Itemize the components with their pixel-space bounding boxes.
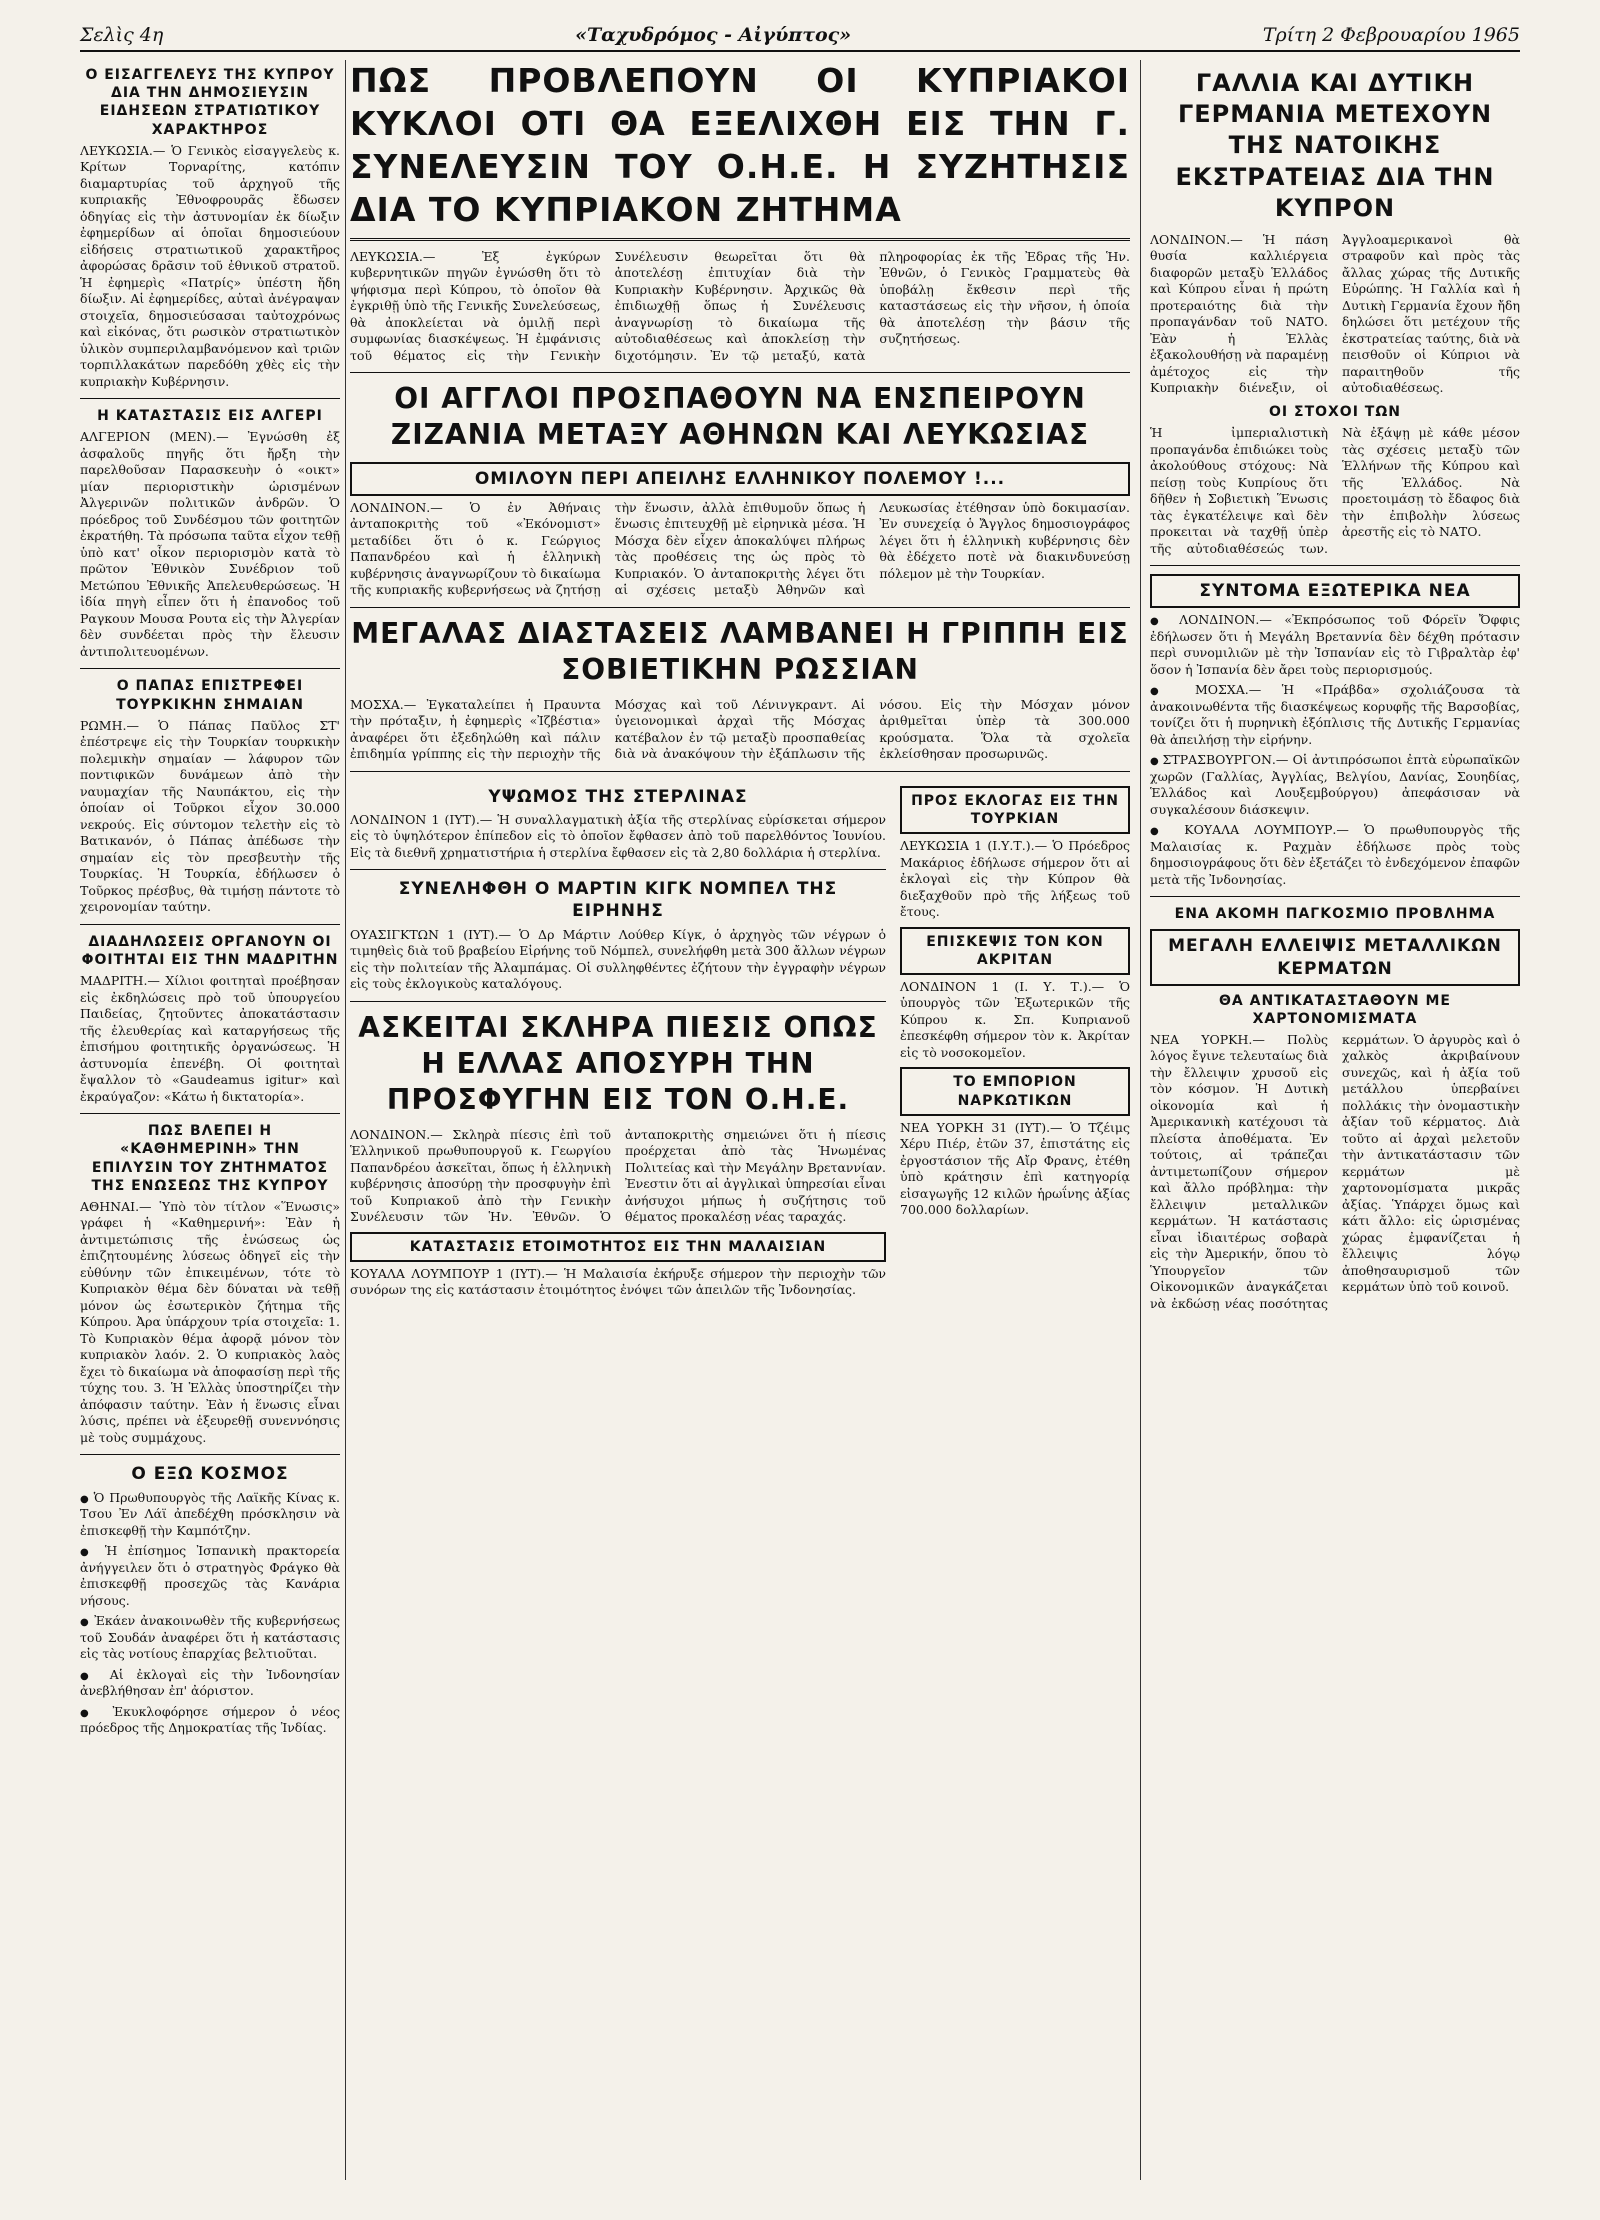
divider	[80, 1113, 340, 1114]
article-body: ΛΕΥΚΩΣΙΑ.— Ὁ Γενικὸς εἰσαγγελεὺς κ. Κρίτων Τορναρίτης, κατόπιν διαμαρτυρίας τοῦ ἀρχηγοῦ τῆς κυπριακῆς Ἐθνοφρουρᾶς ἔδωσεν ὁδηγίας εἰς τὴν ἀστυνομίαν ἐκ δίωξιν ἐφημερίδων αἱ ὁποῖαι δημοσιεύουν εἰδήσεις στρατιωτικοῦ χαρακτῆρος ἀφορώσας δρᾶσιν τοῦ ἐθνικοῦ στρατοῦ. Ἡ ἐφημερὶς «Πατρίς» ὑπέστη ἤδη δίωξιν. Αἱ ἐφημερίδες, αὐταὶ ἀνέγραψαν στοιχεῖα, δημοσιεύσασαι ταὐτοχρόνως καὶ εἰκόνας, ὅτι ρωσικὸν στρατιωτικὸν ὑλικὸν συμπεριλαμβανόμενον καὶ τριῶν τορπιλλακάτων παρεδόθη χθὲς εἰς τὴν κυπριακὴν Κυβέρνησιν.	[80, 142, 340, 389]
news-item: ● ΛΟΝΔΙΝΟΝ.— «Ἐκπρόσωπος τοῦ Φόρεϊν Ὄφφις ἐδήλωσεν ὅτι ἡ Μεγάλη Βρεταννία δὲν δέχθη πρότασιν περὶ συνομιλιῶν μὲ τὴν Ἰσπανίαν εἰς τὸ Γιβραλτὰρ ἐφ' ὅσον ἡ Ἰσπανία δὲν ἄρει τοὺς περιορισμούς.	[1150, 612, 1520, 678]
article-body: ΛΟΝΔΙΝΟΝ.— Ἡ πάση θυσία καλλιέργεια διαφορῶν μεταξὺ Ἑλλάδος καὶ Κύπρου εἶναι ἡ πρώτη προτεραιότης διὰ τὴν προπαγάνδαν τοῦ ΝΑΤΟ. Ἐὰν ἡ Ἑλλὰς ἐξακολουθήσῃ νὰ παραμένῃ ἀμέτοχος εἰς τὴν Κυπριακὴν διένεξιν, οἱ Ἀγγλοαμερικανοὶ θὰ στραφοῦν καὶ πρὸς τὰς ἄλλας χώρας τῆς Δυτικῆς Εὐρώπης. Ἡ Γαλλία καὶ ἡ Δυτικὴ Γερμανία ἔχουν ἤδη δηλώσει ὅτι μετέχουν τῆς ἐκστρατείας ταύτης, διὰ νὰ πεισθοῦν οἱ Κύπριοι νὰ παραιτηθοῦν τῆς αὐτοδιαθέσεως.	[1150, 231, 1520, 396]
article-title: ΚΑΤΑΣΤΑΣΙΣ ΕΤΟΙΜΟΤΗΤΟΣ ΕΙΣ ΤΗΝ ΜΑΛΑΙΣΙΑΝ	[350, 1232, 886, 1262]
divider	[80, 398, 340, 399]
article-body: Ἡ ἰμπεριαλιστικὴ προπαγάνδα ἐπιδιώκει τοὺς ἀκολούθους στόχους: Νὰ πείσῃ τοὺς Κυπρίους ὅτι δῆθεν ἡ Σοβιετικὴ Ἕνωσις τὰς ἐγκατέλειψε καὶ δὲν προκειται νὰ ταχθῇ ὑπὲρ τῆς αὐτοδιαθέσεώς των. Νὰ ἐξάψῃ μὲ κάθε μέσον τὰς σχέσεις μεταξὺ τῶν Ἑλλήνων τῆς Κύπρου καὶ τῆς Ἑλλάδος. Νὰ προετοιμάσῃ τὸ ἔδαφος διὰ τὴν ἐπιβολὴν λύσεως ἀρεστῆς εἰς τὸ ΝΑΤΟ.	[1150, 425, 1520, 556]
divider	[350, 607, 1130, 608]
article-body: ΛΟΝΔΙΝΟΝ 1 (Ι. Υ. Τ.).— Ὁ ὑπουργὸς τῶν Ἐξωτερικῶν τῆς Κύπρου κ. Σπ. Κυπριανοῦ ἐπεσκέφθη σήμερον τὸν κ. Ἀκρίταν εἰς τὸ νοσοκομεῖον.	[900, 978, 1130, 1060]
news-list	[80, 1490, 340, 1737]
lower-right	[900, 780, 1130, 1305]
divider	[350, 869, 886, 870]
divider	[350, 372, 1130, 373]
article-body: ΜΑΔΡΙΤΗ.— Χίλιοι φοιτηταὶ προέβησαν εἰς ἐκδηλώσεις πρὸ τοῦ ὑπουργείου Παιδείας, ζητοῦντες ἀποκατάστασιν τῆς ἐλευθερίας καὶ καταργήσεως τῆς ἐπισήμου φοιτητικῆς ὀργανώσεως. Ἡ ἀστυνομία ἐπενέβη. Οἱ φοιτηταὶ ἔψαλλον τὸ «Gaudeamus igitur» καὶ ἐκραύγαζον: «Κάτω ἡ δικτατορία».	[80, 973, 340, 1104]
news-item: ● Ἡ ἐπίσημος Ἰσπανικὴ πρακτορεία ἀνήγγειλεν ὅτι ὁ στρατηγὸς Φράγκο θὰ ἐπισκεφθῇ προσεχῶς τὰς Κανάρια νήσους.	[80, 1543, 340, 1609]
article-body: ΝΕΑ ΥΟΡΚΗ 31 (ΙΥΤ).— Ὁ Τζέιμς Χέρυ Πιέρ, ἐτῶν 37, ἐπιστάτης εἰς ἐργοστάσιον τῆς Αἴρ Φρανς, ἐτέθη ὑπὸ κράτησιν ἐπὶ κατηγορίᾳ εἰσαγωγῆς 12 κιλῶν ἡρωΐνης ἀξίας 700.000 δολλαρίων.	[900, 1119, 1130, 1218]
article-title: ΠΩΣ ΒΛΕΠΕΙ Η «ΚΑΘΗΜΕΡΙΝΗ» ΤΗΝ ΕΠΙΛΥΣΙΝ ΤΟΥ ΖΗΤΗΜΑΤΟΣ ΤΗΣ ΕΝΩΣΕΩΣ ΤΗΣ ΚΥΠΡΟΥ	[91, 1123, 329, 1194]
article-body: ΛΕΥΚΩΣΙΑ.— Ἐξ ἐγκύρων κυβερνητικῶν πηγῶν ἐγνώσθη ὅτι τὸ ψήφισμα περὶ Κύπρου, τὸ ὁποῖον θὰ ἐγκριθῇ ὑπὸ τῆς Γενικῆς Συνελεύσεως, θὰ ἀποκλείεται νὰ ὁμιλῇ περὶ συμφωνίας διασκέψεως. Ἡ ἐμφάνισις τοῦ θέματος εἰς τὴν Γενικὴν Συνέλευσιν θεωρεῖται ὅτι θὰ ἀποτελέσῃ ἐπιτυχίαν διὰ τὴν Κυπριακὴν Κυβέρνησιν. Ἀρχικῶς θὰ ἐπιδιωχθῇ ὅπως ἡ Συνέλευσις ἀναγνωρίσῃ τὸ δικαίωμα τῆς αὐτοδιαθέσεως καὶ ἀποκλείσῃ τὴν διχοτόμησιν. Ἐν τῷ μεταξύ, κατὰ πληροφορίας ἐκ τῆς Ἐδρας τῆς Ἡν. Ἐθνῶν, ὁ Γενικὸς Γραμματεὺς θὰ ὑποβάλῃ ἔκθεσιν περὶ τῆς καταστάσεως εἰς τὴν νῆσον, ἡ ὁποία θὰ ἀποτελέσῃ τὴν βάσιν τῆς συζητήσεως.	[350, 248, 1130, 363]
lead-headline: ΠΩΣ ΠΡΟΒΛΕΠΟΥΝ ΟΙ ΚΥΠΡΙΑΚΟΙ ΚΥΚΛΟΙ ΟΤΙ ΘΑ ΕΞΕΛΙΧΘΗ ΕΙΣ ΤΗΝ Γ. ΣΥΝΕΛΕΥΣΙΝ ΤΟΥ Ο.Η.Ε. Η ΣΥΖΗΤΗΣΙΣ ΔΙΑ ΤΟ ΚΥΠΡΙΑΚΟΝ ΖΗΤΗΜΑ	[350, 60, 1130, 241]
column-rule	[345, 60, 346, 2180]
lower-left	[350, 780, 886, 1305]
article-kicker: ΕΝΑ ΑΚΟΜΗ ΠΑΓΚΟΣΜΙΟ ΠΡΟΒΛΗΜΑ	[1174, 906, 1496, 923]
newspaper-name: «Ταχυδρόμος - Αἰγύπτος»	[575, 24, 852, 46]
article-subtitle: ΟΙ ΣΤΟΧΟΙ ΤΩΝ	[1269, 403, 1401, 420]
article-title: ΥΨΩΜΟΣ ΤΗΣ ΣΤΕΡΛΙΝΑΣ	[488, 786, 748, 807]
divider	[1150, 565, 1520, 566]
article-body: ΚΟΥΑΛΑ ΛΟΥΜΠΟΥΡ 1 (ΙΥΤ).— Ἡ Μαλαισία ἐκήρυξε σήμερον τὴν περιοχὴν τῶν συνόρων της εἰς κατάστασιν ἑτοιμότητος ἐνόψει τῶν ἀπειλῶν τῆς Ἰνδονησίας.	[350, 1265, 886, 1298]
news-item: ● Αἱ ἐκλογαὶ εἰς τὴν Ἰνδονησίαν ἀνεβλήθησαν ἐπ' ἀόριστον.	[80, 1667, 340, 1700]
article-body: ΛΕΥΚΩΣΙΑ 1 (Ι.Υ.Τ.).— Ὁ Πρόεδρος Μακάριος ἐδήλωσε σήμερον ὅτι αἱ ἐκλογαὶ εἰς τὴν Κύπρον θὰ διεξαχθοῦν πρὸ τῆς λήξεως τοῦ ἔτους.	[900, 838, 1130, 920]
left-column	[80, 60, 340, 2180]
issue-date: Τρίτη 2 Φεβρουαρίου 1965	[1262, 24, 1520, 46]
article-title: ΟΙ ΑΓΓΛΟΙ ΠΡΟΣΠΑΘΟΥΝ ΝΑ ΕΝΣΠΕΙΡΟΥΝ ΖΙΖΑΝΙΑ ΜΕΤΑΞΥ ΑΘΗΝΩΝ ΚΑΙ ΛΕΥΚΩΣΙΑΣ	[390, 382, 1090, 452]
news-list	[1150, 612, 1520, 888]
article-body: ΛΟΝΔΙΝΟΝ 1 (ΙΥΤ).— Ἡ συναλλαγματικὴ ἀξία τῆς στερλίνας εὑρίσκεται σήμερον εἰς τὸ ὑψηλότερον ἐπίπεδον εἰς τὸ ὁποῖον ἔφθασεν ἀπὸ τοῦ παρελθόντος Ἰουνίου. Εἰς τὰ διεθνῆ χρηματιστήρια ἡ στερλίνα ἔφθασεν εἰς τὰ 2,80 δολλάρια ἡ στερλίνα.	[350, 811, 886, 860]
divider	[80, 924, 340, 925]
article-title: ΔΙΑΔΗΛΩΣΕΙΣ ΟΡΓΑΝΟΥΝ ΟΙ ΦΟΙΤΗΤΑΙ ΕΙΣ ΤΗΝ ΜΑΔΡΙΤΗΝ	[81, 933, 339, 968]
article-title: ΜΕΓΑΛΑΣ ΔΙΑΣΤΑΣΕΙΣ ΛΑΜΒΑΝΕΙ Η ΓΡΙΠΠΗ ΕΙΣ ΣΟΒΙΕΤΙΚΗΝ ΡΩΣΣΙΑΝ	[351, 616, 1129, 687]
article-title: Ο ΕΙΣΑΓΓΕΛΕΥΣ ΤΗΣ ΚΥΠΡΟΥ ΔΙΑ ΤΗΝ ΔΗΜΟΣΙΕΥΣΙΝ ΕΙΔΗΣΕΩΝ ΣΤΡΑΤΙΩΤΙΚΟΥ ΧΑΡΑΚΤΗΡΟΣ	[85, 67, 335, 138]
article-body: ΡΩΜΗ.— Ὁ Πάπας Παῦλος ΣΤ' ἐπέστρεψε εἰς τὴν Τουρκίαν τουρκικὴν πολεμικὴν σημαίαν — λάφυρον τῶν ποντιφικῶν δυνάμεων ἀπὸ τὴν ναυμαχίαν τῆς Ναυπάκτου, εἰς τὴν ὁποίαν οἱ Τοῦρκοι εἶχον 30.000 νεκρούς. Εἰς σύντομον τελετὴν εἰς τὸ Βατικανόν, ὁ Πάπας ἀπέδωσε τὴν σημαίαν εἰς τὸν πρεσβευτὴν τῆς Τουρκίας. Ἡ Τουρκία, ἐδήλωσεν ὁ Τοῦρκος πρέσβυς, θὰ τιμήσῃ πάντοτε τὸ χειρονομίαν ταύτην.	[80, 717, 340, 915]
divider	[1150, 896, 1520, 897]
divider	[350, 1001, 886, 1002]
article-title: ΣΥΝΤΟΜΑ ΕΞΩΤΕΡΙΚΑ ΝΕΑ	[1150, 574, 1520, 608]
divider	[80, 668, 340, 669]
article-title: ΣΥΝΕΛΗΦΘΗ Ο ΜΑΡΤΙΝ ΚΙΓΚ ΝΟΜΠΕΛ ΤΗΣ ΕΙΡΗΝΗΣ	[398, 879, 838, 922]
news-item: ● ΚΟΥΑΛΑ ΛΟΥΜΠΟΥΡ.— Ὁ πρωθυπουργὸς τῆς Μαλαισίας κ. Ραχμὰν ἐδήλωσε πρὸς τοὺς δημοσιογράφους ὅτι δὲν ἐξετάζει τὸ ἐνδεχόμενον ἐπαφῶν μετὰ τῆς Ἰνδονησίας.	[1150, 822, 1520, 888]
article-subtitle: ΟΜΙΛΟΥΝ ΠΕΡΙ ΑΠΕΙΛΗΣ ΕΛΛΗΝΙΚΟΥ ΠΟΛΕΜΟΥ !...	[350, 462, 1130, 496]
news-item: ● Ἐκυκλοφόρησε σήμερον ὁ νέος πρόεδρος τῆς Δημοκρατίας τῆς Ἰνδίας.	[80, 1704, 340, 1737]
article-subtitle: ΘΑ ΑΝΤΙΚΑΤΑΣΤΑΘΟΥΝ ΜΕ ΧΑΡΤΟΝΟΜΙΣΜΑΤΑ	[1219, 992, 1451, 1027]
column-rule	[1140, 60, 1141, 2180]
article-title: ΠΡΟΣ ΕΚΛΟΓΑΣ ΕΙΣ ΤΗΝ ΤΟΥΡΚΙΑΝ	[900, 786, 1130, 834]
article-title: Ο ΕΞΩ ΚΟΣΜΟΣ	[131, 1464, 289, 1485]
article-title: Ο ΠΑΠΑΣ ΕΠΙΣΤΡΕΦΕΙ ΤΟΥΡΚΙΚΗΝ ΣΗΜΑΙΑΝ	[116, 678, 304, 713]
news-item: ● ΣΤΡΑΣΒΟΥΡΓΟΝ.— Οἱ ἀντιπρόσωποι ἐπτὰ εὐρωπαϊκῶν χωρῶν (Γαλλίας, Ἀγγλίας, Βελγίου, Δανίας, Σουηδίας, Ἑλλάδος καὶ Λουξεμβούργου) ἀπεφάσισαν νὰ συγκαλέσουν διάσκεψιν.	[1150, 752, 1520, 818]
news-item: ● Ἐκάεν ἀνακοινωθὲν τῆς κυβερνήσεως τοῦ Σουδάν ἀναφέρει ὅτι ἡ κατάστασις εἰς τὰς νοτίους ἐπαρχίας βελτιοῦται.	[80, 1613, 340, 1663]
article-body: ΝΕΑ ΥΟΡΚΗ.— Πολὺς λόγος ἔγινε τελευταίως διὰ τὴν ἔλλειψιν χρυσοῦ εἰς τὸν κόσμον. Ἡ Δυτικὴ οἰκονομία καὶ ἡ Ἀμερικανικὴ κατέχουσι τὰ πλείστα ἀποθέματα. Ἐν τούτοις, αἱ τράπεζαι ἀντιμετωπίζουν σήμερον καὶ ἄλλο πρόβλημα: τὴν ἔλλειψιν μεταλλικῶν κερμάτων. Ἡ κατάστασις εἶναι ἰδιαιτέρως σοβαρὰ εἰς τὴν Ἀμερικήν, ὅπου τὸ Ὑπουργεῖον τῶν Οἰκονομικῶν ἀναγκάζεται νὰ ἐκδώσῃ νέας ποσότητας κερμάτων. Ὁ ἀργυρὸς καὶ ὁ χαλκὸς ἀκριβαίνουν συνεχῶς, καὶ ἡ ἀξία τοῦ μετάλλου ὑπερβαίνει πολλάκις τὴν ὀνομαστικὴν ἀξίαν τοῦ κέρματος. Διὰ τοῦτο αἱ ἀρχαὶ μελετοῦν τὴν ἀντικατάστασιν τῶν κερμάτων μὲ χαρτονομίσματα μικρᾶς ἀξίας. Ὑπάρχει ὅμως καὶ κάτι ἄλλο: εἰς ὡρισμένας χώρας ἐμφανίζεται ἡ ἔλλειψις λόγῳ ἀποθησαυρισμοῦ τῶν κερμάτων ὑπὸ τοῦ κοινοῦ.	[1150, 1031, 1520, 1311]
article-body: ΛΟΝΔΙΝΟΝ.— Ὁ ἐν Ἀθήναις ἀνταποκριτὴς τοῦ «Ἐκόνομιστ» μεταδίδει ὅτι ὁ κ. Γεώργιος Παπανδρέου καὶ ἡ ἑλληνικὴ κυβέρνησις ἀναγνωρίζουν τὸ δικαίωμα τῆς κυπριακῆς κυβερνήσεως νὰ ζητήσῃ τὴν ἕνωσιν, ἀλλὰ ἐπιθυμοῦν ὅπως ἡ ἕνωσις ἐπιτευχθῇ μὲ εἰρηνικὰ μέσα. Ἡ Μόσχα δὲν εἶχεν ἀποκαλύψει πλήρως τὰς προθέσεις της ὡς πρὸς τὸ Κυπριακόν. Ὁ ἀνταποκριτὴς λέγει ὅτι αἱ σχέσεις μεταξὺ Ἀθηνῶν καὶ Λευκωσίας ἐτέθησαν ὑπὸ δοκιμασίαν. Ἐν συνεχείᾳ ὁ Ἄγγλος δημοσιογράφος λέγει ὅτι ἡ ἑλληνικὴ κυβέρνησις δὲν θὰ ἐδέχετο ποτὲ νὰ διακινδυνεύσῃ πόλεμον μὲ τὴν Τουρκίαν.	[350, 499, 1130, 598]
right-column	[1150, 60, 1520, 2180]
article-body: ΛΟΝΔΙΝΟΝ.— Σκληρὰ πίεσις ἐπὶ τοῦ Ἑλληνικοῦ πρωθυπουργοῦ κ. Γεωργίου Παπανδρέου ἀσκεῖται, ὅπως ἡ ἑλληνικὴ κυβέρνησις ἀποσύρῃ τὴν προσφυγὴν ἐπὶ τοῦ Κυπριακοῦ ἀπὸ τὴν Γενικὴν Συνέλευσιν τῶν Ἡν. Ἐθνῶν. Ὁ ἀνταποκριτὴς σημειώνει ὅτι ἡ πίεσις προέρχεται ἀπὸ τὰς Ἡνωμένας Πολιτείας καὶ τὴν Μεγάλην Βρεταννίαν. Ἐνεστιν ὅτι αἱ ἀγγλικαὶ ὑπηρεσίαι εἶναι ἀνήσυχοι μήπως ἡ συζήτησις τοῦ θέματος προκαλέσῃ νέας ταραχάς.	[350, 1126, 886, 1225]
article-title: Η ΚΑΤΑΣΤΑΣΙΣ ΕΙΣ ΑΛΓΕΡΙ	[97, 408, 323, 425]
article-body: ΑΛΓΕΡΙΟΝ (ΜΕΝ).— Ἐγνώσθη ἐξ ἀσφαλοῦς πηγῆς ὅτι ἤρξη τὴν παρελθοῦσαν Παρασκευὴν ὁ «οικτ» μίαν περιοριστικὴν ὡρισμένων Ἀλγερινῶν πολιτικῶν ἀνδρῶν. Ὁ πρόεδρος τοῦ Συνδέσμου τῶν φοιτητῶν ἐκρατήθη. Τὰ πρόσωπα ταῦτα εἶχον τεθῇ ὑπὸ κατ' οἶκον περιορισμὸν κατὰ τὸ πρῶτον Ἐθνικὸν Συνέδριον τοῦ Μετώπου Ἐθνικῆς Ἀπελευθερώσεως. Ἡ ἰδία πηγὴ εἶπεν ὅτι ἡ ἐπανοδος τοῦ Ραγκουν Μουσα Ρουτα εἰς τὴν Ἀλγερίαν δὲν συνδέεται πρὸς τὴν ἔλευσιν ἀντιπολιτευομένων.	[80, 429, 340, 659]
article-body: ΟΥΑΣΙΓΚΤΩΝ 1 (ΙΥΤ).— Ὁ Δρ Μάρτιν Λούθερ Κίγκ, ὁ ἀρχηγὸς τῶν νέγρων ὁ τιμηθεὶς διὰ τοῦ βραβείου Εἰρήνης τοῦ Νόμπελ, συνελήφθη μετὰ 300 ἄλλων νέγρων εἰς τὴν πολιτείαν τῆς Ἀλαμπάμας. Οἱ συλληφθέντες ἐζήτουν τὴν ἐγγραφὴν νέγρων εἰς τοὺς ἐκλογικοὺς καταλόγους.	[350, 926, 886, 991]
article-title: ΕΠΙΣΚΕΨΙΣ ΤΟΝ ΚΟΝ ΑΚΡΙΤΑΝ	[900, 927, 1130, 975]
center-column	[350, 60, 1130, 2180]
page-number: Σελὶς 4η	[80, 24, 164, 46]
article-body: ΜΟΣΧΑ.— Ἐγκαταλείπει ἡ Πραυντα τὴν πρόταξιν, ἡ ἐφημερὶς «Ἰζβέστια» ἀναφέρει ὅτι ἐξεδηλώθη καὶ πάλιν ἐπιδημία γρίππης εἰς τὴν περιοχὴν τῆς Μόσχας καὶ τοῦ Λένινγκραντ. Αἱ ὑγειονομικαὶ ἀρχαὶ τῆς Μόσχας κατέβαλον ἐν τῷ μεταξὺ προσπαθείας διὰ νὰ ἀνακόψουν τὴν ἐξάπλωσιν τῆς νόσου. Εἰς τὴν Μόσχαν μόνον ἀριθμεῖται ὑπὲρ τὰ 300.000 κρούσματα. Ὅλα τὰ σχολεῖα ἐκλείσθησαν προσωρινῶς.	[350, 696, 1130, 762]
news-item: ● ΜΟΣΧΑ.— Ἡ «Πράβδα» σχολιάζουσα τὰ ἀνακοινωθέντα τῆς διασκέψεως κορυφῆς τῆς Βαρσοβίας, τονίζει ὅτι ἡ πυρηνικὴ ἐξόπλισις τῆς Δυτικῆς Γερμανίας θὰ ἀπειλήσῃ τὴν εἰρήνην.	[1150, 682, 1520, 748]
lower-section	[350, 780, 1130, 1305]
article-title: ΜΕΓΑΛΗ ΕΛΛΕΙΨΙΣ ΜΕΤΑΛΛΙΚΩΝ ΚΕΡΜΑΤΩΝ	[1150, 929, 1520, 985]
masthead	[80, 20, 1520, 52]
divider	[80, 1454, 340, 1455]
article-title: ΓΑΛΛΙΑ ΚΑΙ ΔΥΤΙΚΗ ΓΕΡΜΑΝΙΑ ΜΕΤΕΧΟΥΝ ΤΗΣ ΝΑΤΟΙΚΗΣ ΕΚΣΤΡΑΤΕΙΑΣ ΔΙΑ ΤΗΝ ΚΥΠΡΟΝ	[1175, 69, 1495, 222]
divider	[350, 771, 1130, 772]
article-title: ΑΣΚΕΙΤΑΙ ΣΚΛΗΡΑ ΠΙΕΣΙΣ ΟΠΩΣ Η ΕΛΛΑΣ ΑΠΟΣΥΡΗ ΤΗΝ ΠΡΟΣΦΥΓΗΝ ΕΙΣ ΤΟΝ Ο.Η.Ε.	[358, 1010, 878, 1117]
article-title: ΤΟ ΕΜΠΟΡΙΟΝ ΝΑΡΚΩΤΙΚΩΝ	[900, 1067, 1130, 1115]
news-item: ● Ὁ Πρωθυπουργὸς τῆς Λαϊκῆς Κίνας κ. Τσου Ἐν Λάϊ ἀπεδέχθη πρόσκλησιν νὰ ἐπισκεφθῇ τὴν Καμπότζην.	[80, 1490, 340, 1540]
article-body: ΑΘΗΝΑΙ.— Ὑπὸ τὸν τίτλον «Ἕνωσις» γράφει ἡ «Καθημερινή»: Ἐὰν ἡ ἀντιμετώπισις τῆς ἐνώσεως ὡς ἐπιζητουμένης λύσεως ὁδηγεῖ εἰς τὴν εὐθύνην τῶν ἐπικειμένων, τότε τὸ Κυπριακὸν θέμα δὲν δύναται νὰ τεθῇ μόνον ὡς ἐσωτερικὸν ζήτημα τῆς Κύπρου. Ἀρα ὑπάρχουν τρία στοιχεῖα: 1. Τὸ Κυπριακὸν θέμα ἀφορᾷ μόνον τὸν κυπριακὸν λαόν. 2. Ὁ κυπριακὸς λαὸς ἔχει τὸ δικαίωμα νὰ ἀποφασίσῃ περὶ τῆς τύχης του. 3. Ἡ Ἑλλὰς ὑποστηρίζει τὴν ἀπόφασιν ταύτην. Ἐὰν ἡ ἕνωσις εἶναι λύσις, πρέπει νὰ ἐξευρεθῇ συνεννόησις μὲ τοὺς συμμάχους.	[80, 1198, 340, 1445]
